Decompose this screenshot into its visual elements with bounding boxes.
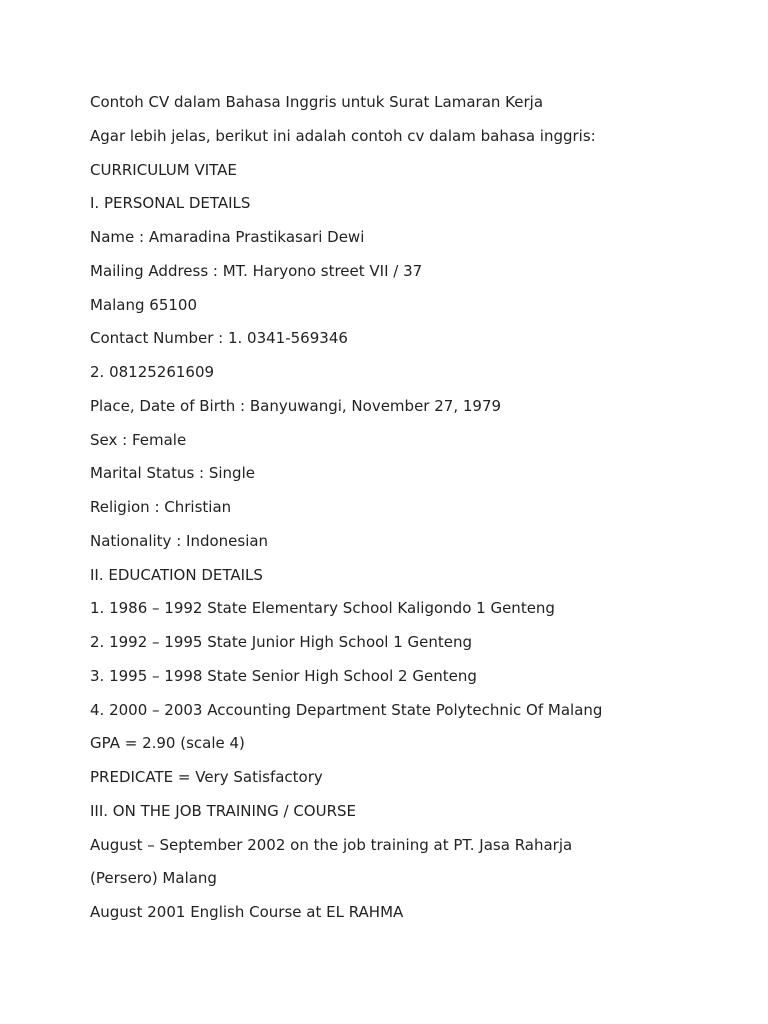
education-item: 2. 1992 – 1995 State Junior High School 1 Genteng bbox=[90, 633, 473, 651]
personal-contact-2: 2. 08125261609 bbox=[90, 363, 215, 381]
training-item: August – September 2002 on the job training at PT. Jasa Raharja bbox=[90, 835, 573, 854]
personal-birth: Place, Date of Birth : Banyuwangi, November 27, 1979 bbox=[90, 396, 502, 415]
section-heading-education: II. EDUCATION DETAILS bbox=[90, 565, 263, 584]
training-item: August 2001 English Course at EL RAHMA bbox=[90, 903, 404, 921]
document-text bbox=[90, 90, 602, 934]
section-heading-personal: I. PERSONAL DETAILS bbox=[90, 194, 251, 213]
cv-heading: CURRICULUM VITAE bbox=[90, 160, 237, 179]
training-item-continued: (Persero) Malang bbox=[90, 869, 217, 888]
personal-religion: Religion : Christian bbox=[90, 498, 232, 516]
education-item: 4. 2000 – 2003 Accounting Department State Polytechnic Of Malang bbox=[90, 700, 603, 719]
education-gpa: GPA = 2.90 (scale 4) bbox=[90, 734, 245, 753]
personal-address: Mailing Address : MT. Haryono street VII / 37 bbox=[90, 261, 423, 280]
personal-city: Malang 65100 bbox=[90, 295, 198, 314]
personal-nationality: Nationality : Indonesian bbox=[90, 531, 269, 550]
education-item: 3. 1995 – 1998 State Senior High School 2 Genteng bbox=[90, 666, 477, 685]
section-heading-training: III. ON THE JOB TRAINING / COURSE bbox=[90, 801, 357, 820]
intro-line: Agar lebih jelas, berikut ini adalah contoh cv dalam bahasa inggris: bbox=[90, 126, 596, 145]
personal-contact-1: Contact Number : 1. 0341-569346 bbox=[90, 329, 348, 348]
doc-title: Contoh CV dalam Bahasa Inggris untuk Surat Lamaran Kerja bbox=[90, 93, 544, 111]
personal-name: Name : Amaradina Prastikasari Dewi bbox=[90, 228, 365, 246]
personal-sex: Sex : Female bbox=[90, 430, 187, 449]
education-item: 1. 1986 – 1992 State Elementary School Kaligondo 1 Genteng bbox=[90, 599, 555, 618]
education-predicate: PREDICATE = Very Satisfactory bbox=[90, 768, 323, 786]
personal-marital: Marital Status : Single bbox=[90, 464, 255, 483]
